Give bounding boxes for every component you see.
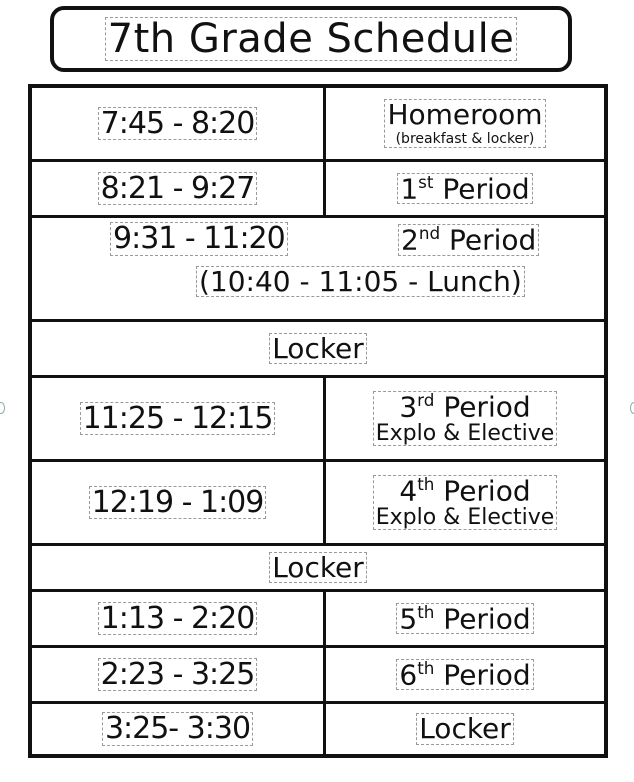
- period-label: 2nd Period: [398, 224, 539, 256]
- schedule-table: [28, 84, 608, 758]
- period-cell: [326, 592, 604, 645]
- time-cell: [32, 378, 326, 459]
- period-label: Locker: [416, 713, 514, 744]
- period-label-box: [373, 475, 558, 530]
- period-label: 6th Period: [396, 659, 533, 691]
- schedule-row-6th-period: [32, 648, 604, 704]
- time-cell: [32, 462, 326, 543]
- period-label: 1st Period: [397, 173, 532, 205]
- period-note: Explo & Elective: [375, 420, 555, 446]
- period-cell: [326, 162, 604, 215]
- schedule-row-locker: [32, 546, 604, 592]
- locker-cell: [32, 322, 604, 375]
- period-cell: [326, 462, 604, 543]
- period-cell: [326, 378, 604, 459]
- title-box: [50, 6, 572, 72]
- lunch-note: (10:40 - 11:05 - Lunch): [196, 266, 525, 297]
- time-label: 8:21 - 9:27: [98, 172, 258, 206]
- period-note: Explo & Elective: [375, 504, 555, 530]
- period-label: 3rd Period: [399, 390, 531, 424]
- period-note: (breakfast & locker): [395, 130, 535, 147]
- time-label: 7:45 - 8:20: [98, 107, 258, 141]
- time-cell: [32, 592, 326, 645]
- page-title: 7th Grade Schedule: [105, 17, 518, 61]
- time-cell: [32, 704, 326, 754]
- locker-label: Locker: [269, 552, 367, 583]
- time-label: 1:13 - 2:20: [98, 602, 258, 636]
- schedule-row-4th-period: [32, 462, 604, 546]
- period-label: 5th Period: [396, 603, 533, 635]
- locker-label: Locker: [269, 333, 367, 364]
- schedule-row-5th-period: [32, 592, 604, 648]
- schedule-row-1st-period: [32, 162, 604, 218]
- time-cell: [32, 648, 326, 701]
- selection-handle-left[interactable]: [0, 402, 5, 414]
- selection-handle-right[interactable]: [630, 402, 634, 414]
- period-label: 4th Period: [399, 474, 531, 508]
- time-label: 12:19 - 1:09: [89, 486, 267, 520]
- time-cell: [32, 162, 326, 215]
- locker-cell: [32, 546, 604, 589]
- period-cell: [326, 648, 604, 701]
- period-label: Homeroom: [387, 98, 543, 132]
- schedule-row-homeroom: [32, 88, 604, 162]
- time-label: 9:31 - 11:20: [110, 222, 288, 256]
- schedule-row-3rd-period: [32, 378, 604, 462]
- period-label-box: [373, 391, 558, 446]
- time-label: 2:23 - 3:25: [98, 658, 258, 692]
- time-label: 11:25 - 12:15: [80, 402, 276, 436]
- schedule-row-end-locker: [32, 704, 604, 754]
- schedule-row-locker: [32, 322, 604, 378]
- period-label-box: [384, 99, 545, 147]
- period-cell: [326, 88, 604, 159]
- period-cell: [326, 704, 604, 754]
- time-label: 3:25- 3:30: [102, 712, 253, 746]
- schedule-row-2nd-period: [32, 218, 604, 322]
- time-cell: [32, 88, 326, 159]
